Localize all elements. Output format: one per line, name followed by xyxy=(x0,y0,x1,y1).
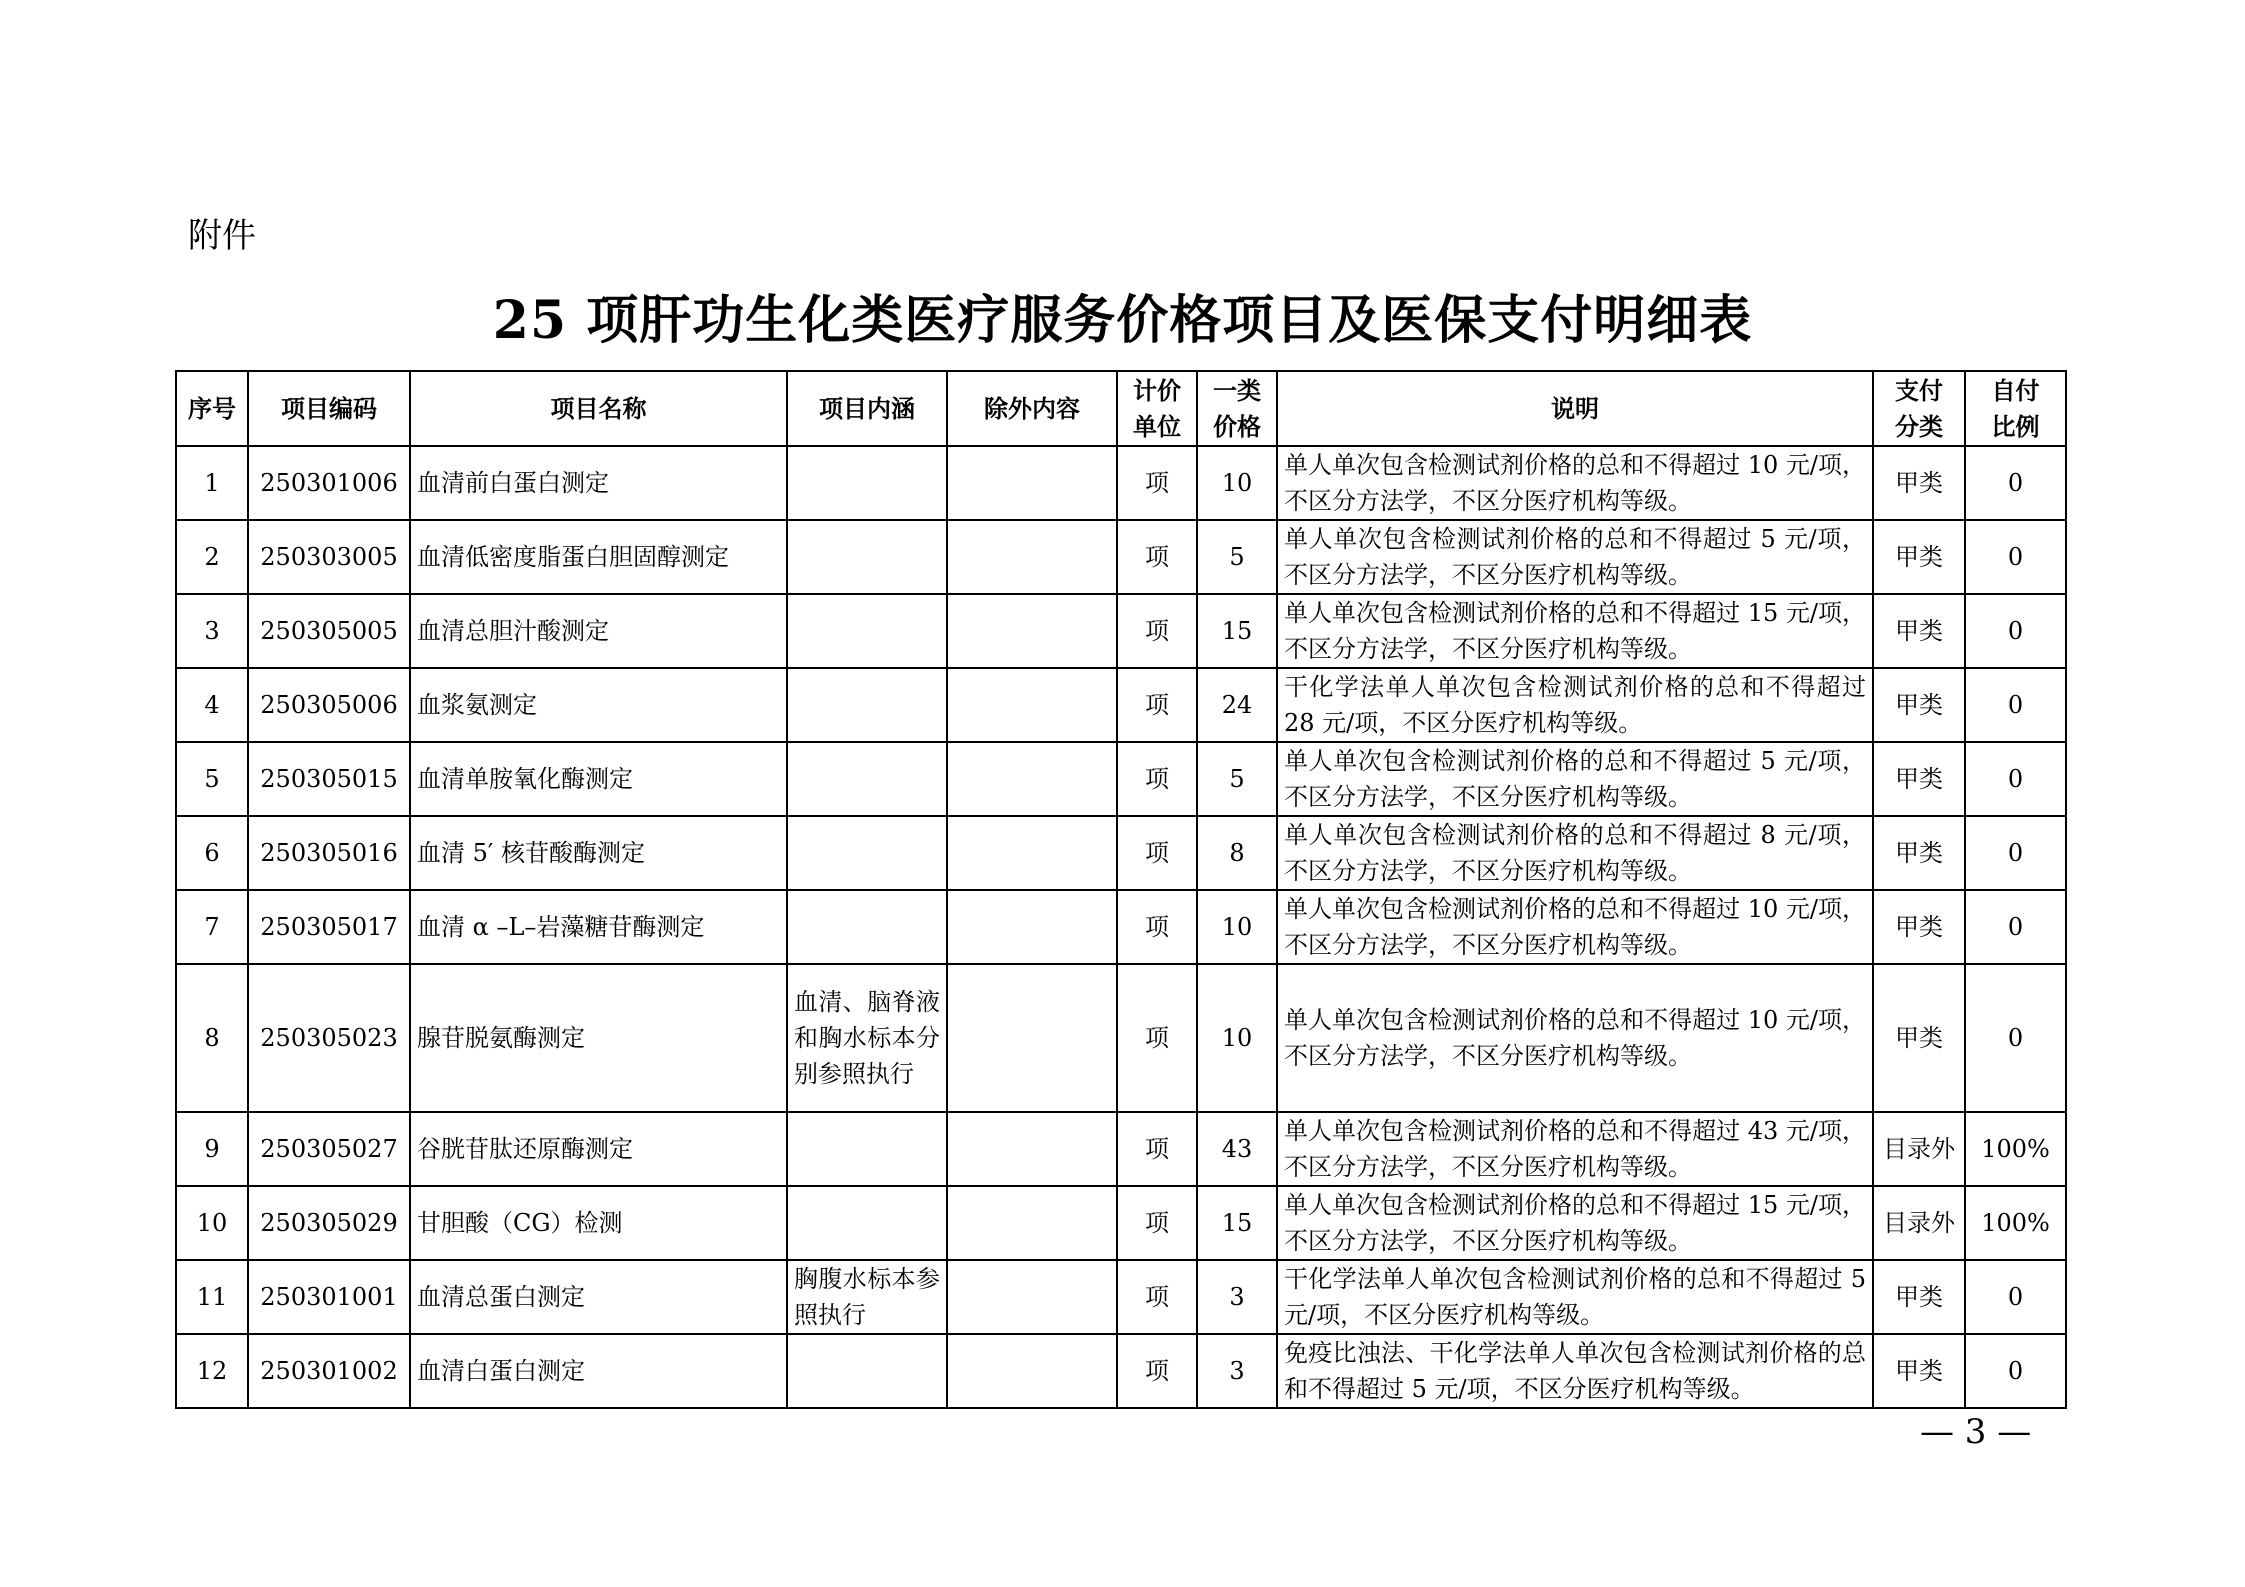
cell-code: 250303005 xyxy=(248,520,410,594)
cell-name: 血清 α –L–岩藻糖苷酶测定 xyxy=(410,890,787,964)
cell-name: 血清总胆汁酸测定 xyxy=(410,594,787,668)
cell-price: 43 xyxy=(1197,1112,1277,1186)
cell-content xyxy=(787,1112,947,1186)
cell-unit: 项 xyxy=(1117,520,1197,594)
cell-name: 血清前白蛋白测定 xyxy=(410,446,787,520)
cell-no: 8 xyxy=(176,964,248,1112)
cell-name: 血清总蛋白测定 xyxy=(410,1260,787,1334)
cell-note: 干化学法单人单次包含检测试剂价格的总和不得超过 5 元/项，不区分医疗机构等级。 xyxy=(1277,1260,1873,1334)
cell-code: 250305029 xyxy=(248,1186,410,1260)
table-row xyxy=(176,890,2066,964)
cell-no: 4 xyxy=(176,668,248,742)
cell-no: 7 xyxy=(176,890,248,964)
cell-ratio: 100% xyxy=(1965,1112,2066,1186)
cell-code: 250301006 xyxy=(248,446,410,520)
cell-price: 10 xyxy=(1197,964,1277,1112)
cell-name: 血浆氨测定 xyxy=(410,668,787,742)
cell-ratio: 0 xyxy=(1965,964,2066,1112)
cell-category: 甲类 xyxy=(1873,594,1965,668)
cell-content xyxy=(787,1334,947,1408)
cell-name: 血清 5′ 核苷酸酶测定 xyxy=(410,816,787,890)
cell-name: 腺苷脱氨酶测定 xyxy=(410,964,787,1112)
cell-content xyxy=(787,446,947,520)
cell-code: 250305023 xyxy=(248,964,410,1112)
cell-note: 单人单次包含检测试剂价格的总和不得超过 43 元/项，不区分方法学，不区分医疗机构等级。 xyxy=(1277,1112,1873,1186)
header-category: 支付 分类 xyxy=(1873,371,1965,446)
cell-excluded xyxy=(947,520,1117,594)
cell-category: 甲类 xyxy=(1873,1260,1965,1334)
cell-category: 甲类 xyxy=(1873,964,1965,1112)
header-unit: 计价 单位 xyxy=(1117,371,1197,446)
cell-category: 甲类 xyxy=(1873,742,1965,816)
cell-code: 250305017 xyxy=(248,890,410,964)
cell-excluded xyxy=(947,1334,1117,1408)
cell-content xyxy=(787,890,947,964)
cell-name: 甘胆酸（CG）检测 xyxy=(410,1186,787,1260)
cell-name: 谷胱苷肽还原酶测定 xyxy=(410,1112,787,1186)
cell-price: 10 xyxy=(1197,446,1277,520)
cell-ratio: 0 xyxy=(1965,668,2066,742)
cell-category: 甲类 xyxy=(1873,1334,1965,1408)
cell-price: 8 xyxy=(1197,816,1277,890)
cell-content: 胸腹水标本参照执行 xyxy=(787,1260,947,1334)
cell-name: 血清单胺氧化酶测定 xyxy=(410,742,787,816)
table-body xyxy=(176,446,2066,1408)
table-row xyxy=(176,1112,2066,1186)
cell-category: 甲类 xyxy=(1873,520,1965,594)
cell-unit: 项 xyxy=(1117,742,1197,816)
cell-code: 250305016 xyxy=(248,816,410,890)
table-row xyxy=(176,446,2066,520)
cell-note: 单人单次包含检测试剂价格的总和不得超过 15 元/项，不区分方法学，不区分医疗机构等级。 xyxy=(1277,594,1873,668)
cell-note: 单人单次包含检测试剂价格的总和不得超过 10 元/项，不区分方法学，不区分医疗机构等级。 xyxy=(1277,964,1873,1112)
annex-label: 附件 xyxy=(188,216,256,256)
table-row xyxy=(176,1334,2066,1408)
cell-category: 目录外 xyxy=(1873,1112,1965,1186)
header-content: 项目内涵 xyxy=(787,371,947,446)
cell-content xyxy=(787,816,947,890)
cell-excluded xyxy=(947,964,1117,1112)
cell-code: 250301001 xyxy=(248,1260,410,1334)
cell-no: 10 xyxy=(176,1186,248,1260)
cell-price: 5 xyxy=(1197,742,1277,816)
cell-no: 1 xyxy=(176,446,248,520)
cell-name: 血清低密度脂蛋白胆固醇测定 xyxy=(410,520,787,594)
cell-unit: 项 xyxy=(1117,816,1197,890)
page-number: — 3 — xyxy=(1920,1412,2032,1452)
cell-note: 免疫比浊法、干化学法单人单次包含检测试剂价格的总和不得超过 5 元/项，不区分医疗机构等级。 xyxy=(1277,1334,1873,1408)
cell-price: 3 xyxy=(1197,1260,1277,1334)
cell-price: 24 xyxy=(1197,668,1277,742)
cell-ratio: 0 xyxy=(1965,446,2066,520)
table-row xyxy=(176,520,2066,594)
cell-name: 血清白蛋白测定 xyxy=(410,1334,787,1408)
header-no: 序号 xyxy=(176,371,248,446)
cell-unit: 项 xyxy=(1117,1334,1197,1408)
cell-note: 单人单次包含检测试剂价格的总和不得超过 5 元/项，不区分方法学，不区分医疗机构等级。 xyxy=(1277,520,1873,594)
cell-note: 单人单次包含检测试剂价格的总和不得超过 10 元/项，不区分方法学，不区分医疗机构等级。 xyxy=(1277,890,1873,964)
table-row xyxy=(176,594,2066,668)
cell-excluded xyxy=(947,446,1117,520)
cell-excluded xyxy=(947,594,1117,668)
header-ratio: 自付 比例 xyxy=(1965,371,2066,446)
cell-note: 单人单次包含检测试剂价格的总和不得超过 8 元/项，不区分方法学，不区分医疗机构等级。 xyxy=(1277,816,1873,890)
cell-no: 2 xyxy=(176,520,248,594)
cell-excluded xyxy=(947,668,1117,742)
header-price: 一类 价格 xyxy=(1197,371,1277,446)
price-table xyxy=(175,370,2067,1409)
header-excluded: 除外内容 xyxy=(947,371,1117,446)
cell-ratio: 0 xyxy=(1965,742,2066,816)
cell-unit: 项 xyxy=(1117,1112,1197,1186)
cell-excluded xyxy=(947,890,1117,964)
cell-code: 250305006 xyxy=(248,668,410,742)
cell-note: 单人单次包含检测试剂价格的总和不得超过 15 元/项，不区分方法学，不区分医疗机构等级。 xyxy=(1277,1186,1873,1260)
cell-code: 250301002 xyxy=(248,1334,410,1408)
cell-content xyxy=(787,520,947,594)
cell-content: 血清、脑脊液和胸水标本分别参照执行 xyxy=(787,964,947,1112)
cell-unit: 项 xyxy=(1117,1260,1197,1334)
cell-excluded xyxy=(947,1260,1117,1334)
cell-unit: 项 xyxy=(1117,1186,1197,1260)
cell-code: 250305005 xyxy=(248,594,410,668)
table-row xyxy=(176,964,2066,1112)
header-code: 项目编码 xyxy=(248,371,410,446)
cell-unit: 项 xyxy=(1117,668,1197,742)
cell-content xyxy=(787,1186,947,1260)
header-name: 项目名称 xyxy=(410,371,787,446)
cell-ratio: 0 xyxy=(1965,890,2066,964)
cell-ratio: 0 xyxy=(1965,520,2066,594)
table-header-row xyxy=(176,371,2066,446)
cell-price: 15 xyxy=(1197,594,1277,668)
cell-category: 甲类 xyxy=(1873,668,1965,742)
cell-code: 250305015 xyxy=(248,742,410,816)
cell-no: 11 xyxy=(176,1260,248,1334)
table-row xyxy=(176,1260,2066,1334)
cell-ratio: 0 xyxy=(1965,1260,2066,1334)
cell-price: 15 xyxy=(1197,1186,1277,1260)
cell-category: 甲类 xyxy=(1873,890,1965,964)
cell-ratio: 0 xyxy=(1965,1334,2066,1408)
table-row xyxy=(176,742,2066,816)
cell-price: 5 xyxy=(1197,520,1277,594)
cell-excluded xyxy=(947,742,1117,816)
cell-ratio: 0 xyxy=(1965,816,2066,890)
cell-price: 3 xyxy=(1197,1334,1277,1408)
cell-content xyxy=(787,742,947,816)
cell-note: 干化学法单人单次包含检测试剂价格的总和不得超过 28 元/项，不区分医疗机构等级。 xyxy=(1277,668,1873,742)
cell-category: 目录外 xyxy=(1873,1186,1965,1260)
cell-unit: 项 xyxy=(1117,964,1197,1112)
cell-excluded xyxy=(947,1112,1117,1186)
table-row xyxy=(176,1186,2066,1260)
cell-content xyxy=(787,594,947,668)
cell-unit: 项 xyxy=(1117,446,1197,520)
cell-no: 5 xyxy=(176,742,248,816)
cell-no: 9 xyxy=(176,1112,248,1186)
cell-category: 甲类 xyxy=(1873,816,1965,890)
cell-note: 单人单次包含检测试剂价格的总和不得超过 5 元/项，不区分方法学，不区分医疗机构等级。 xyxy=(1277,742,1873,816)
cell-no: 3 xyxy=(176,594,248,668)
cell-note: 单人单次包含检测试剂价格的总和不得超过 10 元/项，不区分方法学，不区分医疗机构等级。 xyxy=(1277,446,1873,520)
cell-ratio: 100% xyxy=(1965,1186,2066,1260)
document-title: 25 项肝功生化类医疗服务价格项目及医保支付明细表 xyxy=(492,290,1753,351)
cell-category: 甲类 xyxy=(1873,446,1965,520)
cell-code: 250305027 xyxy=(248,1112,410,1186)
cell-price: 10 xyxy=(1197,890,1277,964)
cell-no: 12 xyxy=(176,1334,248,1408)
cell-excluded xyxy=(947,1186,1117,1260)
cell-unit: 项 xyxy=(1117,890,1197,964)
cell-no: 6 xyxy=(176,816,248,890)
cell-content xyxy=(787,668,947,742)
cell-ratio: 0 xyxy=(1965,594,2066,668)
table-row xyxy=(176,816,2066,890)
header-note: 说明 xyxy=(1277,371,1873,446)
table-row xyxy=(176,668,2066,742)
cell-unit: 项 xyxy=(1117,594,1197,668)
cell-excluded xyxy=(947,816,1117,890)
